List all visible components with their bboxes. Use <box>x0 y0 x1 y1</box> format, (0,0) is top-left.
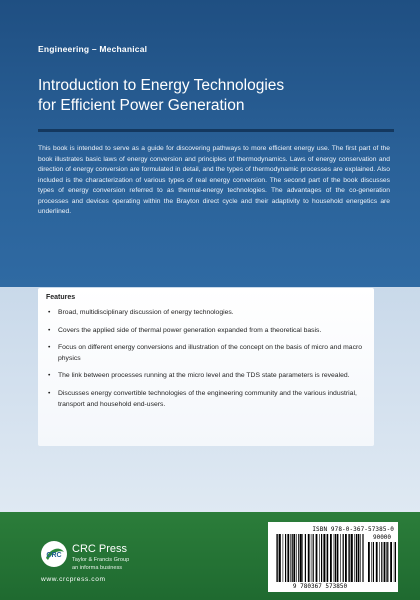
feature-item: • Covers the applied side of thermal power generation expanded from a theoretical basis. <box>46 326 366 337</box>
book-description: This book is intended to serve as a guide for discovering pathways to more efficient energy use. The first part of the book illustrates basic laws of energy conversion and principles of thermodynamics. Laws of energy conservation and direction of energy conversion are formulated in detail, and the types of thermodynamic processes are explained. Also included is the characterization of various types of real energy conversion. The second part of the book discusses types of energy conversion referred to as thermal-energy technologies. The advantages of the co-generation processes and devices operating within the Brayton direct cycle and their adaptivity to household energetics are underlined. <box>38 145 390 215</box>
barcode-bar <box>327 534 328 582</box>
barcode-bar <box>379 542 380 582</box>
barcode-bar <box>356 534 357 582</box>
barcode-bar <box>384 542 386 582</box>
barcode-addon-bars <box>368 542 396 582</box>
barcode-bar <box>386 542 387 582</box>
book-title <box>38 76 398 116</box>
barcode-addon-code: 90000 <box>372 534 392 541</box>
barcode-bar <box>311 534 312 582</box>
features-list <box>46 308 366 417</box>
barcode-bar <box>313 534 314 582</box>
barcode-bar <box>276 534 277 582</box>
barcode-bar <box>290 534 291 582</box>
features-heading: Features <box>46 294 76 301</box>
barcode-bar <box>305 534 306 582</box>
barcode-digits: 9 780367 573850 <box>292 583 348 590</box>
barcode-bar <box>300 534 302 582</box>
barcode-bar <box>296 534 297 582</box>
barcode-bar <box>349 534 350 582</box>
publisher-group: Taylor & Francis Group <box>72 557 130 563</box>
book-title-line-2: for Efficient Power Generation <box>38 97 245 114</box>
barcode-bar <box>358 534 360 582</box>
barcode-bar <box>390 542 392 582</box>
barcode-bar <box>371 542 372 582</box>
publisher-name: CRC Press <box>72 543 128 555</box>
category-label: Engineering – Mechanical <box>38 44 148 54</box>
barcode-bar <box>326 534 327 582</box>
barcode-bar <box>293 534 295 582</box>
barcode-bar <box>302 534 303 582</box>
barcode-bar <box>279 534 281 582</box>
barcode-bar <box>323 534 325 582</box>
feature-item: • The link between processes running at the micro level and the TDS state parameters is revealed. <box>46 371 366 382</box>
barcode-bar <box>354 534 355 582</box>
book-title-line-1: Introduction to Energy Technologies <box>38 77 285 94</box>
barcode-bar <box>308 534 310 582</box>
barcode-bar <box>360 534 361 582</box>
barcode-bar <box>381 542 382 582</box>
barcode-bars <box>276 534 364 582</box>
barcode-bar <box>394 542 395 582</box>
barcode-bar <box>395 542 396 582</box>
barcode-bar <box>292 534 293 582</box>
barcode-bar <box>335 534 336 582</box>
feature-item: • Broad, multidisciplinary discussion of energy technologies. <box>46 308 366 319</box>
barcode-bar <box>337 534 339 582</box>
isbn-label: ISBN 978-0-367-57385-0 <box>312 526 394 533</box>
features-box <box>38 288 374 446</box>
barcode-bar <box>321 534 322 582</box>
title-divider <box>38 129 394 132</box>
feature-item: • Focus on different energy conversions and illustration of the concept on the basis of micro and macro physics <box>46 343 366 364</box>
feature-item: • Discusses energy convertible technologies of the engineering community and the various industrial, transport and household end-users. <box>46 389 366 410</box>
barcode-bar <box>287 534 289 582</box>
barcode-bar <box>351 534 353 582</box>
barcode-bar <box>343 534 344 582</box>
barcode-bar <box>316 534 318 582</box>
svg-text:CRC: CRC <box>46 552 62 559</box>
barcode-bar <box>387 542 388 582</box>
publisher-business: an informa business <box>72 565 123 571</box>
barcode-bar <box>373 542 374 582</box>
barcode-bar <box>277 534 278 582</box>
crc-press-logo-icon <box>40 540 68 568</box>
barcode-bar <box>362 534 363 582</box>
barcode-bar <box>368 542 370 582</box>
barcode-bar <box>319 534 320 582</box>
barcode-panel <box>268 522 398 592</box>
barcode-bar <box>298 534 299 582</box>
publisher-website: www.crcpress.com <box>41 576 106 583</box>
barcode-bar <box>376 542 378 582</box>
barcode-bar <box>285 534 286 582</box>
barcode-bar <box>330 534 332 582</box>
barcode-bar <box>345 534 347 582</box>
barcode-bar <box>348 534 349 582</box>
barcode-bar <box>283 534 284 582</box>
barcode-bar <box>340 534 341 582</box>
barcode-bar <box>334 534 335 582</box>
